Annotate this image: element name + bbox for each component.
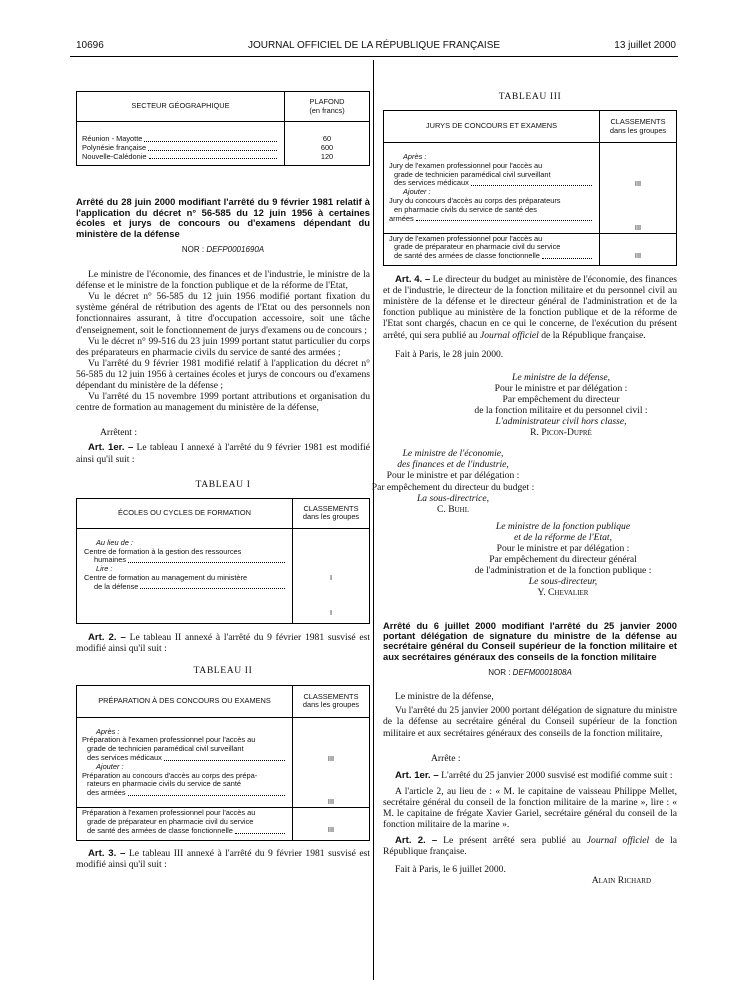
header-rule <box>70 56 678 57</box>
tableau1-au-lieu-de: Au lieu de : <box>96 537 133 547</box>
tableau3 <box>383 110 677 266</box>
tableau2-entry1-value: III <box>327 753 335 763</box>
tableau1-caption: TABLEAU I <box>195 478 251 490</box>
tableau3-entry3-value: III <box>600 233 677 265</box>
geo-col-header-plafond-l2: (en francs) <box>309 105 345 115</box>
geo-row-value: 120 <box>320 151 334 161</box>
geo-row-label: Polynésie française <box>82 144 279 153</box>
arrete2-para-vu: Vu l'arrêté du 25 janvier 2000 portant délégation de signature du ministre de la défense au secrétaire général du Conseil supérieur de la fonction militaire et aux secrétaires généraux des conseils de la fonction militaire, <box>383 705 677 739</box>
tableau3-caption: TABLEAU III <box>498 91 562 102</box>
tableau1-col-header-classements: CLASSEMENTS dans les groupes <box>293 498 370 528</box>
tableau2-entry3-value: III <box>293 808 370 840</box>
left-column <box>76 60 370 870</box>
tableau2-entry2-value: III <box>327 797 335 807</box>
arrete1-arretent: Arrêtent : <box>100 427 138 439</box>
tableau2-col-header-preparation: PRÉPARATION À DES CONCOURS OU EXAMENS <box>77 685 293 717</box>
arrete1-para-vu4: Vu l'arrêté du 15 novembre 1999 portant attributions et organisation du centre de formation au management du ministère de la défense, <box>76 391 370 414</box>
arrete2-arrete: Arrête : <box>431 752 461 764</box>
signature-block-fonction-publique: Le ministre de la fonction publique et de la réforme de l'Etat, Pour le ministre et par délégation : Par empêchement du directeur général de l'administration et de la fonction publique : Le sous-directeur, Y. Chevalier <box>474 520 652 599</box>
arrete1-para-vu2: Vu le décret n° 99-516 du 23 juin 1999 portant statut particulier du corps des préparateurs en pharmacie civils du service de santé des armées ; <box>76 335 370 358</box>
arrete1-para-vu3: Vu l'arrêté du 9 février 1981 modifié relatif à l'application du décret n° 56-585 du 12 juin 1956 à certaines écoles et jurys de concours ou d'examens dépendant du ministère de la défense ; <box>76 357 370 392</box>
tableau3-ajouter: Ajouter : <box>403 187 431 197</box>
arrete2-signature: Alain Richard <box>591 875 651 887</box>
tableau2-col-header-classements: CLASSEMENTS dans les groupes <box>293 685 370 717</box>
tableau3-group1 <box>384 143 600 234</box>
tableau1-labels-cell <box>77 528 293 624</box>
geo-col-header-sector: SECTEUR GÉOGRAPHIQUE <box>77 92 285 122</box>
geo-row-value: 600 <box>320 142 334 152</box>
tableau1-entry1: Centre de formation à la gestion des ressources humaines <box>82 548 287 566</box>
geo-col-header-plafond <box>285 92 370 122</box>
tableau2-apres: Après : <box>96 726 120 736</box>
tableau1-entry2-value: I <box>329 607 333 617</box>
geo-row-value: 60 <box>322 134 332 143</box>
arrete1-nor: NOR : DEFP0001690A <box>181 245 265 255</box>
geo-row-label: Nouvelle-Calédonie <box>82 153 279 162</box>
geo-table-wrap <box>76 91 370 166</box>
signature-block-defense: Le ministre de la défense, Pour le ministre et par délégation : Par empêchement du directeur de la fonction militaire et du personnel civil : L'administrateur civil hors classe, R. Picon-Dupré <box>474 371 648 439</box>
tableau2-entry3: Préparation à l'examen professionnel pour l'accès au grade de préparateur en pharmacie civil du service de santé des armées de classe fonctionnelle <box>77 808 293 840</box>
arrete1-title: Arrêté du 28 juin 2000 modifiant l'arrêté du 9 février 1981 relatif à l'application du décret n° 56-585 du 12 juin 1956 à certaines écoles et jurys de concours ou d'examens dépendant du ministère de la défense <box>76 196 370 239</box>
tableau1-values-cell <box>293 528 370 624</box>
tableau3-group1-values <box>600 143 677 234</box>
arrete1-art3: Art. 3. – Le tableau III annexé à l'arrêté du 9 février 1981 susvisé est modifié ainsi qu'il suit : <box>76 847 370 870</box>
tableau3-entry2: Jury du concours d'accès au corps des préparateurs en pharmacie civils du service de santé des armées <box>389 197 594 223</box>
right-column <box>371 60 677 887</box>
geo-col-header-plafond-l1: PLAFOND <box>309 97 345 107</box>
arrete1-art2: Art. 2. – Le tableau II annexé à l'arrêté du 9 février 1981 susvisé est modifié ainsi qu'il suit : <box>76 632 370 655</box>
tableau3-entry2-value: III <box>634 222 642 232</box>
tableau3-col-header-classements: CLASSEMENTS dans les groupes <box>600 111 677 143</box>
arrete2-art1: Art. 1er. – L'arrêté du 25 janvier 2000 susvisé est modifié comme suit : <box>395 769 673 781</box>
tableau2-group1-values <box>293 717 370 808</box>
tableau1-entry1-value: I <box>329 572 333 582</box>
tableau3-entry1: Jury de l'examen professionnel pour l'accès au grade de technicien paramédical civil surveillant des services médicaux <box>389 162 594 188</box>
arrete1-para-ministers: Le ministre de l'économie, des finances et de l'industrie, le ministre de la défense et le ministre de la fonction publique et de la réforme de l'Etat, <box>76 269 370 292</box>
arrete1-art1: Art. 1er. – Le tableau I annexé à l'arrêté du 9 février 1981 est modifié ainsi qu'il suit : <box>76 442 370 465</box>
signature-block-economie: Le ministre de l'économie, des finances et de l'industrie, Pour le ministre et par délégation : Par empêchement du directeur du budget : La sous-directrice, C. Buhl <box>371 448 535 515</box>
tableau2-entry1: Préparation à l'examen professionnel pour l'accès au grade de technicien paramédical civil surveillant des services médicaux <box>82 736 287 762</box>
tableau2-ajouter: Ajouter : <box>96 761 124 771</box>
arrete1-para-vu1: Vu le décret n° 56-585 du 12 juin 1956 modifié portant fixation du système général de rétribution des agents de l'Etat ou des personnels non fonctionnaires assurant, à titre d'occupation accessoire, soit une tâche d'enseignement, soit le fonctionnement de jurys d'examens ou de concours ; <box>76 291 370 336</box>
geo-labels-cell <box>77 122 285 166</box>
tableau2-caption: TABLEAU II <box>193 665 253 677</box>
tableau1 <box>76 498 370 625</box>
tableau3-apres: Après : <box>403 152 427 162</box>
tableau1-lire: Lire : <box>96 564 113 574</box>
arrete2-para-article2: A l'article 2, au lieu de : « M. le capitaine de vaisseau Philippe Mellet, secrétaire général du conseil de la fonction militaire de la marine », lire : « M. le capitaine de frégate Xavier Gariel, secrétaire général du conseil de la fonction militaire de la marine ». <box>383 785 677 831</box>
issue-date: 13 juillet 2000 <box>614 40 676 51</box>
tableau2-group1 <box>77 717 293 808</box>
tableau3-col-header-jurys: JURYS DE CONCOURS ET EXAMENS <box>384 111 600 143</box>
arrete1-fait: Fait à Paris, le 28 juin 2000. <box>395 348 504 360</box>
tableau1-col-header-ecoles: ÉCOLES OU CYCLES DE FORMATION <box>77 498 293 528</box>
geo-table <box>76 91 370 166</box>
tableau3-entry1-value: III <box>634 179 642 189</box>
journal-title: JOURNAL OFFICIEL DE LA RÉPUBLIQUE FRANÇAISE <box>247 40 501 51</box>
tableau3-entry3: Jury de l'examen professionnel pour l'accès au grade de préparateur en pharmacie civil du service de santé des armées de classe fonctionnelle <box>384 233 600 265</box>
arrete2-fait: Fait à Paris, le 6 juillet 2000. <box>395 864 506 876</box>
arrete2-title: Arrêté du 6 juillet 2000 modifiant l'arrêté du 25 janvier 2000 portant délégation de signature du ministre de la défense au secrétaire général du Conseil supérieur de la fonction militaire et aux secrétaires généraux des conseils de la fonction militaire <box>383 619 677 662</box>
arrete2-para-minister: Le ministre de la défense, <box>395 691 494 703</box>
column-separator <box>373 60 374 980</box>
arrete1-art4: Art. 4. – Le directeur du budget au ministère de l'économie, des finances et de l'industrie, le directeur de la fonction militaire et du personnel civil au ministère de la défense et le directeur général de l'administration et de la fonction publique au ministère de la fonction publique et de la réforme de l'Etat sont chargés, chacun en ce qui le concerne, de l'exécution du présent arrêté, qui sera publié au Journal officiel de la République française. <box>383 274 677 341</box>
page-number: 10696 <box>76 40 104 51</box>
tableau2 <box>76 685 370 841</box>
tableau2-entry2: Préparation au concours d'accès au corps des prépa- rateurs en pharmacie civils du service de santé des armées <box>82 772 287 798</box>
arrete2-art2: Art. 2. – Le présent arrêté sera publié au Journal officiel de la République française. <box>383 835 677 858</box>
tableau1-entry2: Centre de formation au management du ministère de la défense <box>82 574 287 592</box>
geo-row-label: Réunion - Mayotte <box>82 135 279 144</box>
arrete2-nor: NOR : DEFM0001808A <box>488 668 572 678</box>
geo-values-cell <box>285 122 370 166</box>
